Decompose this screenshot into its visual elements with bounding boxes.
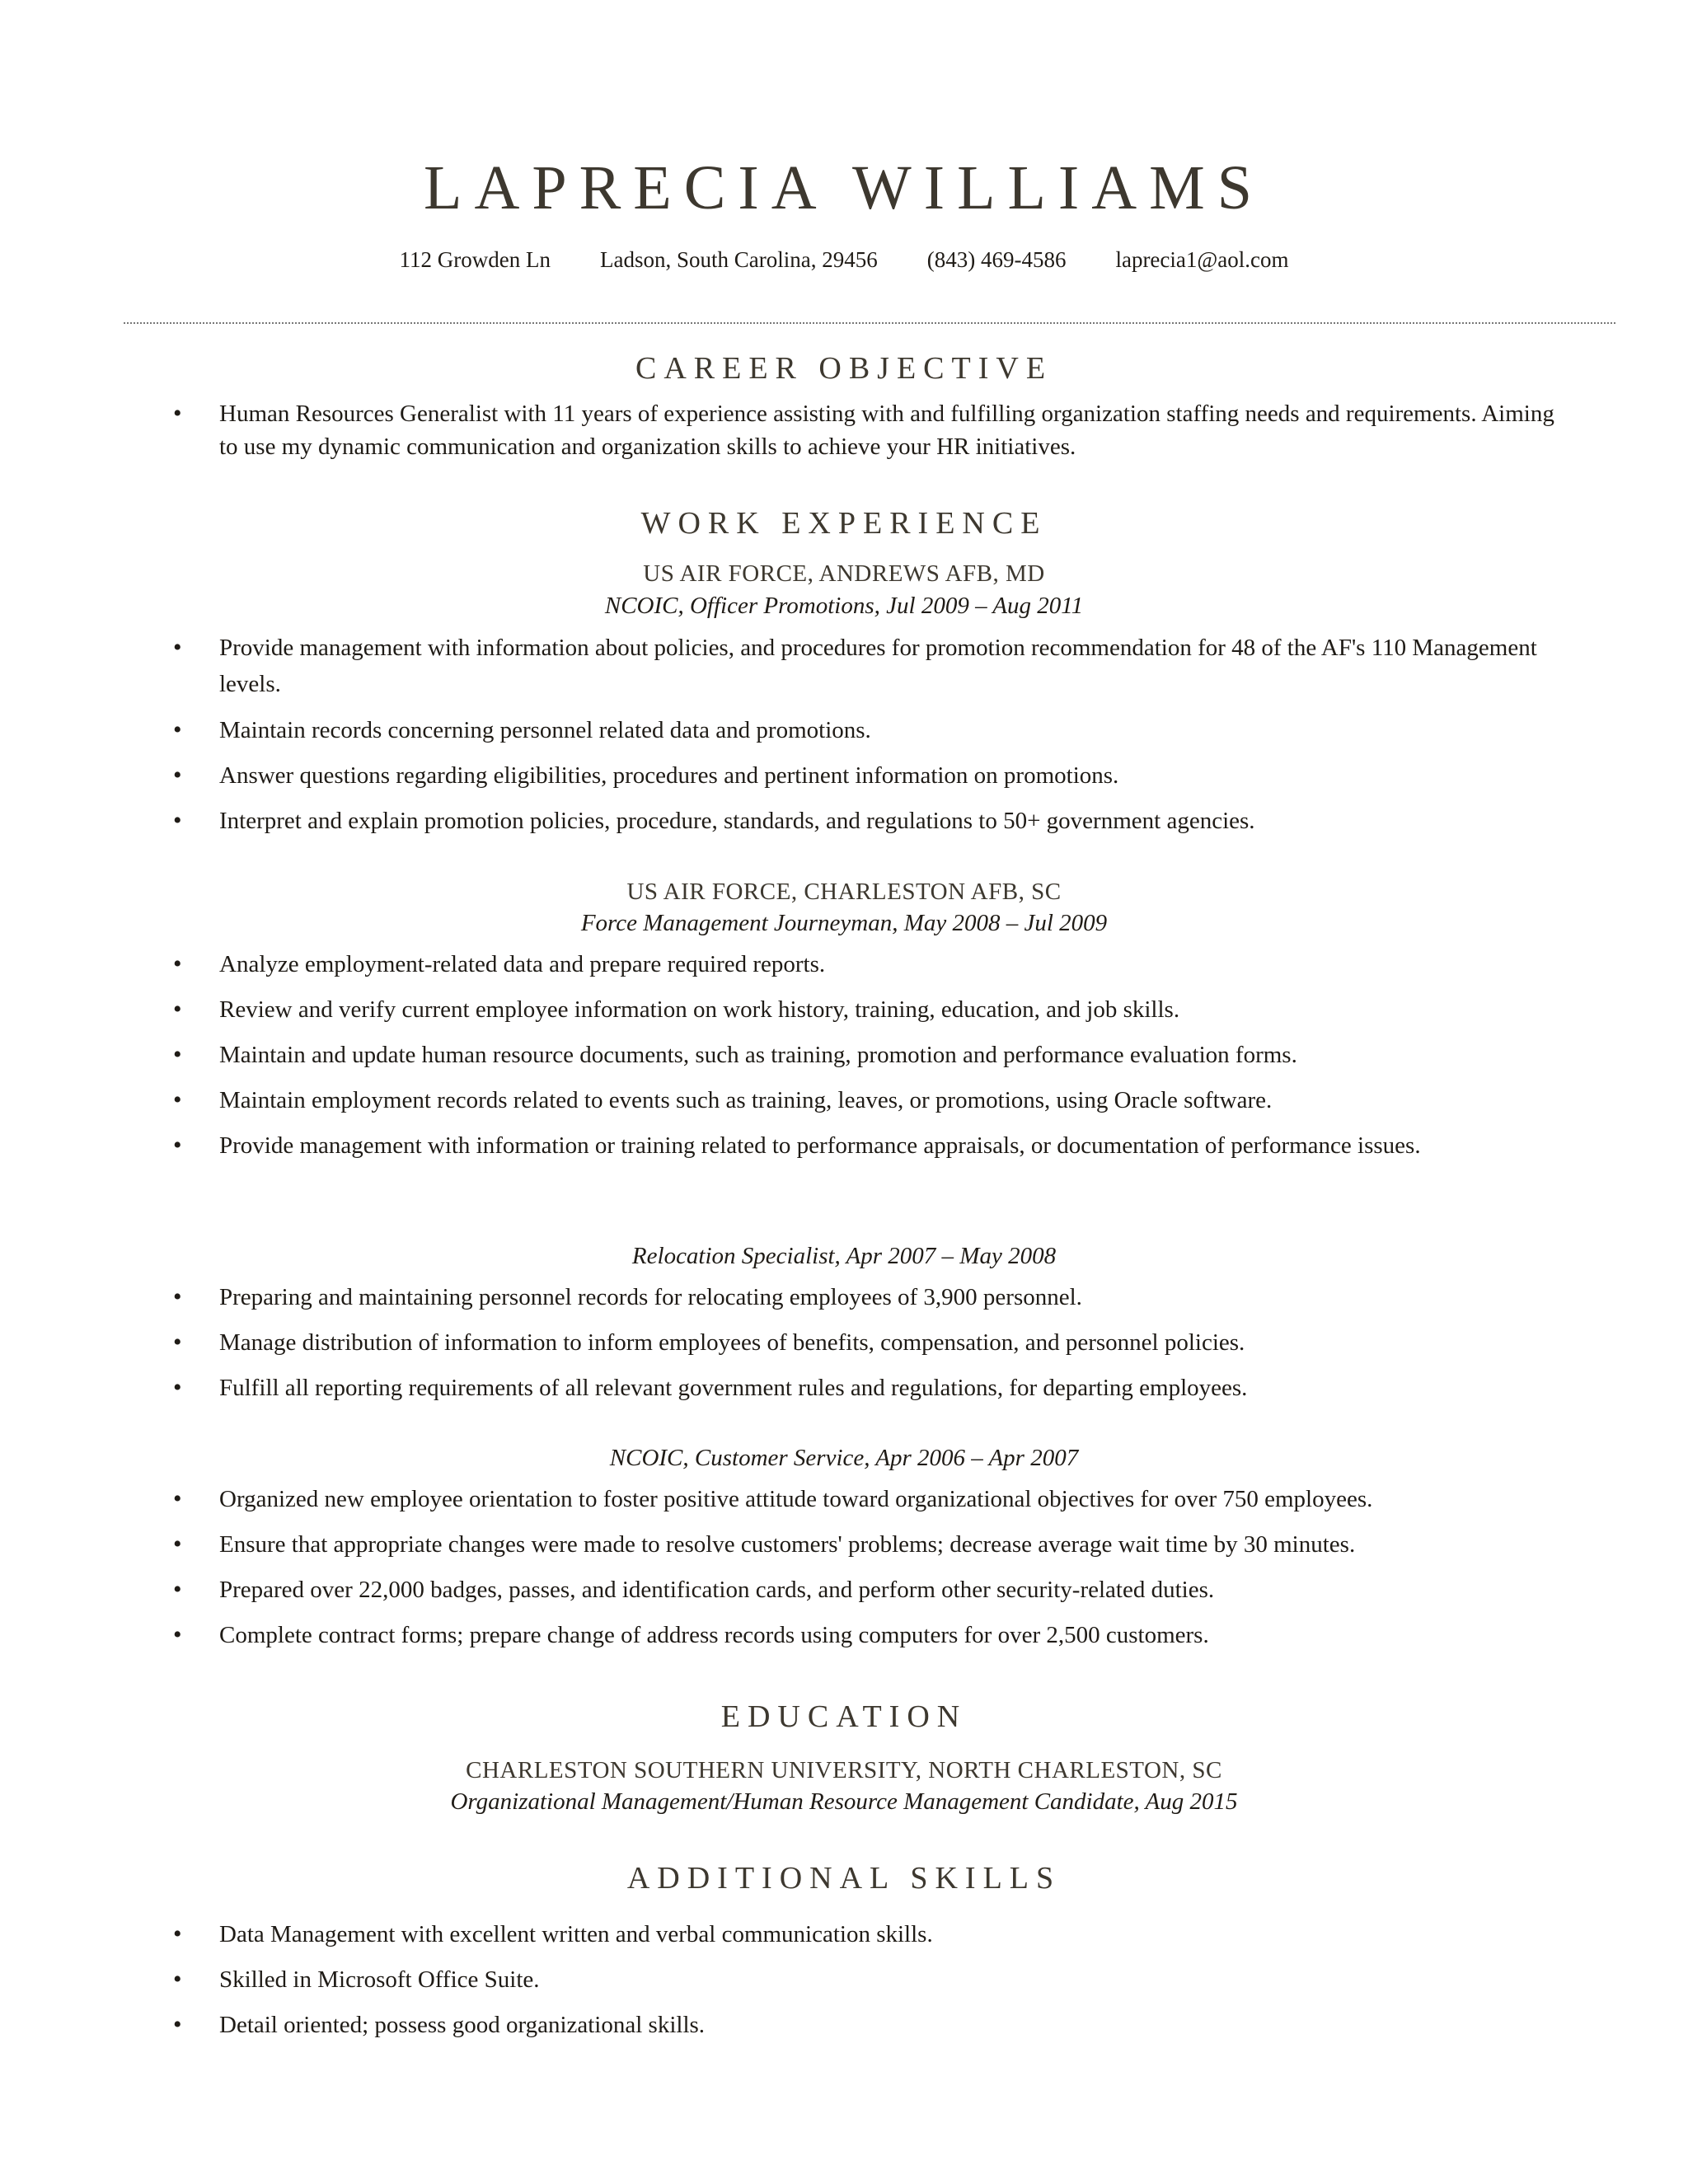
list-item: • Interpret and explain promotion policies, procedure, standards, and regulations to 50+ government agencies.: [219, 803, 1554, 839]
job-role: NCOIC, Customer Service, Apr 2006 – Apr 2007: [609, 1445, 1079, 1471]
list-item: • Detail oriented; possess good organizational skills.: [219, 2007, 1554, 2043]
list-item: • Analyze employment-related data and prepare required reports.: [219, 946, 1554, 982]
list-item: • Provide management with information or training related to performance appraisals, or documentation of performance issues.: [219, 1127, 1554, 1164]
section-title-skills: ADDITIONAL SKILLS: [626, 1861, 1062, 1896]
list-item: • Manage distribution of information to inform employees of benefits, compensation, and personnel policies.: [219, 1324, 1554, 1361]
degree: Organizational Management/Human Resource Management Candidate, Aug 2015: [450, 1788, 1238, 1815]
header-divider: [124, 322, 1615, 324]
list-item: • Review and verify current employee information on work history, training, education, and job skills.: [219, 991, 1554, 1028]
list-item: • Fulfill all reporting requirements of all relevant government rules and regulations, for departing employees.: [219, 1370, 1554, 1406]
list-item: • Data Management with excellent written and verbal communication skills.: [219, 1916, 1554, 1952]
list-item: • Provide management with information about policies, and procedures for promotion recommendation for 48 of the AF's 110 Management levels.: [219, 630, 1554, 702]
job-role: Force Management Journeyman, May 2008 – Jul 2009: [580, 910, 1108, 936]
list-item: • Organized new employee orientation to foster positive attitude toward organizational objectives for over 750 employees.: [219, 1481, 1554, 1517]
list-item: • Ensure that appropriate changes were made to resolve customers' problems; decrease average wait time by 30 minutes.: [219, 1526, 1554, 1563]
job-role: NCOIC, Officer Promotions, Jul 2009 – Aug 2011: [604, 593, 1084, 619]
list-item: • Skilled in Microsoft Office Suite.: [219, 1961, 1554, 1998]
job-org: US AIR FORCE, CHARLESTON AFB, SC: [626, 879, 1062, 905]
address: 112 Growden Ln: [399, 247, 551, 272]
list-item: • Maintain records concerning personnel related data and promotions.: [219, 712, 1554, 748]
school: CHARLESTON SOUTHERN UNIVERSITY, NORTH CHARLESTON, SC: [466, 1757, 1222, 1783]
section-title-education: EDUCATION: [720, 1699, 968, 1734]
list-item: • Human Resources Generalist with 11 years of experience assisting with and fulfilling organization staffing needs and requirements. Aiming to use my dynamic communication and organization skills to achieve your HR initiatives.: [219, 397, 1554, 463]
list-item: • Prepared over 22,000 badges, passes, and identification cards, and perform other security-related duties.: [219, 1572, 1554, 1608]
phone: (843) 469-4586: [926, 247, 1067, 272]
list-item: • Answer questions regarding eligibilities, procedures and pertinent information on promotions.: [219, 757, 1554, 794]
list-item: • Maintain and update human resource documents, such as training, promotion and performance evaluation forms.: [219, 1037, 1554, 1073]
job-role: Relocation Specialist, Apr 2007 – May 2008: [631, 1243, 1057, 1269]
list-item: • Preparing and maintaining personnel records for relocating employees of 3,900 personnel.: [219, 1279, 1554, 1315]
email: laprecia1@aol.com: [1115, 247, 1289, 272]
contact-line: [0, 247, 1688, 273]
candidate-name: LAPRECIA WILLIAMS: [424, 153, 1264, 223]
section-title-work: WORK EXPERIENCE: [640, 506, 1048, 541]
city-state-zip: Ladson, South Carolina, 29456: [599, 247, 878, 272]
list-item: • Maintain employment records related to events such as training, leaves, or promotions, using Oracle software.: [219, 1082, 1554, 1118]
job-org: US AIR FORCE, ANDREWS AFB, MD: [643, 560, 1045, 587]
section-title-objective: CAREER OBJECTIVE: [635, 351, 1053, 386]
list-item: • Complete contract forms; prepare change of address records using computers for over 2,500 customers.: [219, 1617, 1554, 1653]
